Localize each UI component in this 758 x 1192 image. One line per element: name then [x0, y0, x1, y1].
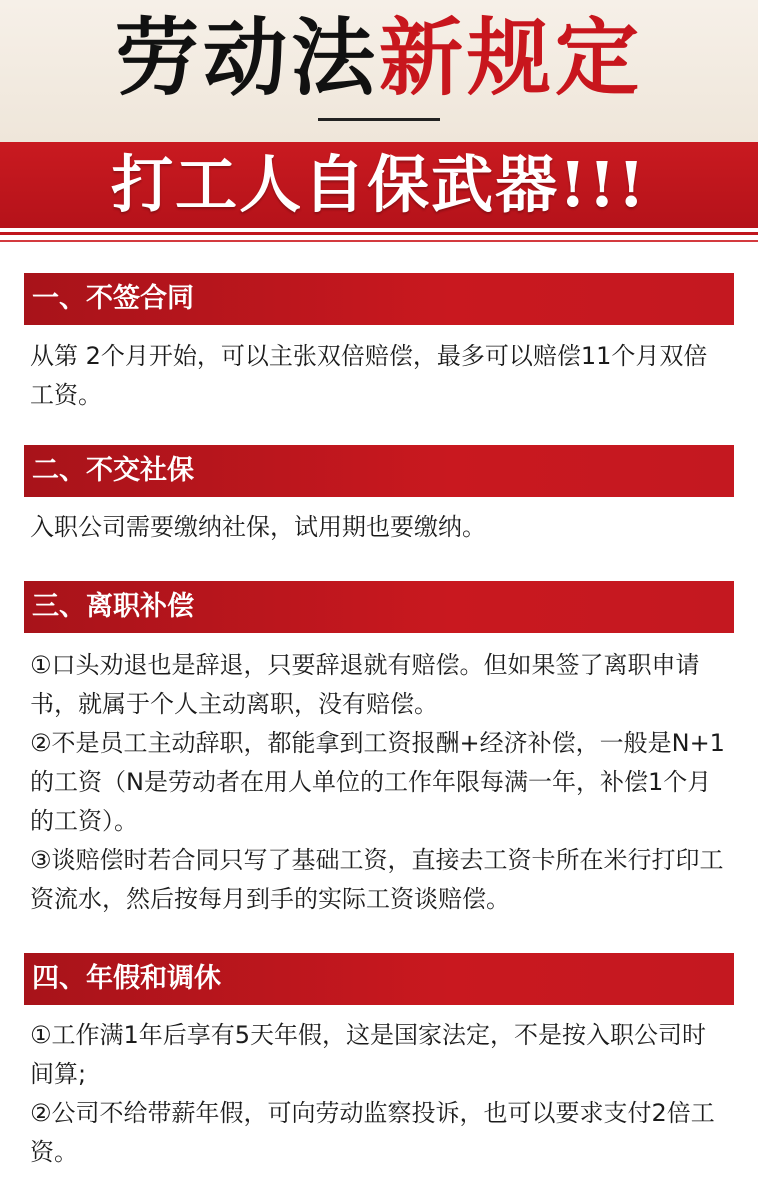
banner-rule — [0, 232, 758, 235]
section-heading: 二、不交社保 — [32, 455, 194, 486]
section-heading: 四、年假和调休 — [32, 963, 221, 994]
section-heading-bar — [24, 953, 734, 1005]
page-title — [0, 2, 758, 114]
paragraph: ①工作满1年后享有5天年假，这是国家法定，不是按入职公司时间算; — [30, 1021, 707, 1088]
section-body — [30, 646, 730, 919]
section-heading-bar — [24, 273, 734, 325]
paragraph: ③谈赔偿时若合同只写了基础工资，直接去工资卡所在米行打印工资流水，然后按每月到手的实际工资谈赔偿。 — [30, 846, 724, 913]
section-heading-bar — [24, 445, 734, 497]
banner-text: 打工人自保武器!!! — [111, 148, 647, 221]
section-heading: 一、不签合同 — [32, 283, 194, 314]
title-underline — [318, 118, 440, 121]
paragraph: ②公司不给带薪年假，可向劳动监察投诉，也可以要求支付2倍工资。 — [30, 1099, 715, 1166]
banner-rule — [0, 240, 758, 242]
title-dark-part: 劳动法 — [114, 8, 379, 107]
title-red-part: 新规定 — [379, 8, 644, 107]
section-heading: 三、离职补偿 — [32, 591, 194, 622]
section-body — [30, 508, 730, 547]
paragraph: ②不是员工主动辞职，都能拿到工资报酬+经济补偿，一般是N+1的工资（N是劳动者在用人单位的工作年限每满一年，补偿1个月的工资）。 — [30, 729, 725, 835]
paragraph: 从第 2个月开始，可以主张双倍赔偿，最多可以赔偿11个月双倍工资。 — [30, 342, 708, 409]
section-heading-bar — [24, 581, 734, 633]
section-body — [30, 1016, 730, 1172]
section-body — [30, 337, 730, 415]
paragraph: 入职公司需要缴纳社保，试用期也要缴纳。 — [30, 513, 486, 541]
paragraph: ①口头劝退也是辞退，只要辞退就有赔偿。但如果签了离职申请书，就属于个人主动离职，没有赔偿。 — [30, 651, 700, 718]
